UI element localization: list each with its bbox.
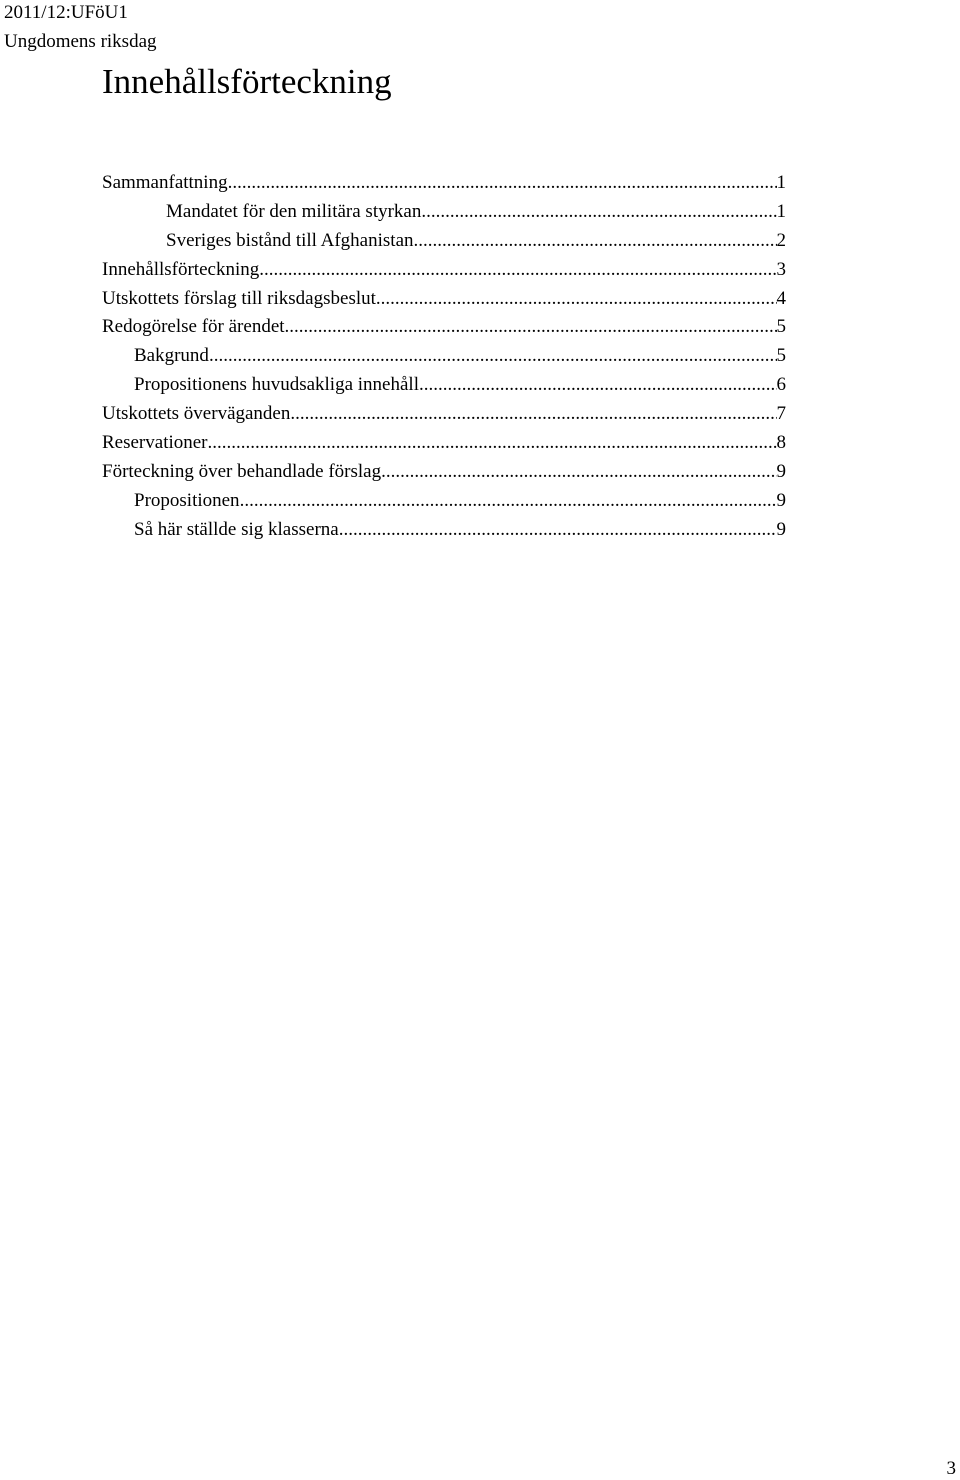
toc-entry-title: Reservationer	[102, 432, 208, 454]
toc-entry-page: 7	[776, 403, 786, 425]
toc-entry[interactable]	[102, 400, 786, 429]
toc-entry-title: Sveriges bistånd till Afghanistan	[166, 229, 414, 251]
toc-entry-page: 9	[776, 460, 786, 482]
toc-entry[interactable]	[102, 285, 786, 314]
toc-entry-title: Propositionens huvudsakliga innehåll	[134, 374, 419, 396]
dot-leader	[228, 169, 777, 198]
toc-entry-title: Propositionen	[134, 489, 240, 511]
toc-entry[interactable]	[102, 198, 786, 227]
document-id: 2011/12:UFöU1	[4, 2, 128, 23]
toc-entry[interactable]	[102, 429, 786, 458]
dot-leader	[419, 371, 777, 400]
dot-leader	[376, 285, 777, 314]
toc-entry-page: 8	[776, 432, 786, 454]
dot-leader	[381, 458, 776, 487]
toc-entry-title: Bakgrund	[134, 345, 209, 367]
toc-entry[interactable]	[102, 487, 786, 516]
dot-leader	[339, 516, 777, 545]
dot-leader	[285, 313, 777, 342]
toc-entry-page: 5	[776, 316, 786, 338]
toc-entry[interactable]	[102, 256, 786, 285]
toc-entry-title: Utskottets överväganden	[102, 403, 291, 425]
dot-leader	[208, 429, 777, 458]
toc-entry[interactable]	[102, 227, 786, 256]
toc-entry-title: Så här ställde sig klasserna	[134, 518, 339, 540]
toc-entry-title: Mandatet för den militära styrkan	[166, 200, 422, 222]
dot-leader	[259, 256, 776, 285]
toc-entry-page: 2	[776, 229, 786, 251]
toc-entry[interactable]	[102, 371, 786, 400]
toc-title: Innehållsförteckning	[102, 62, 392, 101]
organization-name: Ungdomens riksdag	[4, 31, 157, 52]
dot-leader	[421, 198, 776, 227]
toc-entry-page: 6	[776, 374, 786, 396]
dot-leader	[209, 342, 777, 371]
toc-entry-page: 1	[776, 172, 786, 193]
toc-entry[interactable]	[102, 342, 786, 371]
toc-entry-page: 9	[776, 489, 786, 511]
toc-entry-page: 3	[776, 258, 786, 280]
dot-leader	[240, 487, 777, 516]
toc-entry-page: 4	[776, 287, 786, 309]
dot-leader	[290, 400, 776, 429]
toc-entry-page: 5	[776, 345, 786, 367]
toc-entry[interactable]	[102, 313, 786, 342]
page-number: 3	[946, 1458, 956, 1479]
toc-entry-title: Innehållsförteckning	[102, 258, 260, 280]
toc-entry-page: 1	[776, 200, 786, 222]
toc-entry[interactable]	[102, 458, 786, 487]
toc-entry-title: Utskottets förslag till riksdagsbeslut	[102, 287, 376, 309]
toc-entry-title: Förteckning över behandlade förslag	[102, 460, 382, 482]
dot-leader	[414, 227, 777, 256]
table-of-contents	[102, 169, 786, 545]
toc-entry-title: Sammanfattning	[102, 172, 228, 193]
toc-entry[interactable]	[102, 516, 786, 545]
toc-entry-page: 9	[776, 518, 786, 540]
toc-entry-title: Redogörelse för ärendet	[102, 316, 285, 338]
toc-entry[interactable]	[102, 169, 786, 198]
